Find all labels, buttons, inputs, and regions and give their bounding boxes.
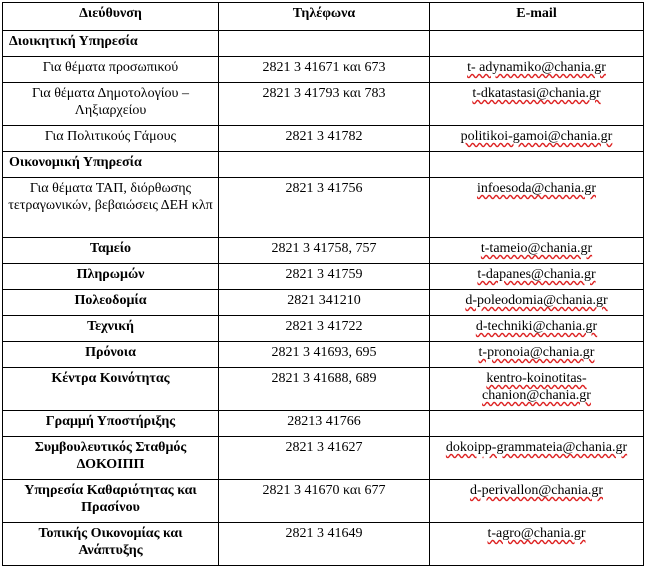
email-cell [430, 290, 644, 316]
table-row [3, 83, 644, 126]
section-heading: Διοικητική Υπηρεσία [3, 31, 219, 57]
email-link[interactable]: kentro-koinotitas-chanion@chania.gr [482, 371, 591, 403]
email-link[interactable]: politikoi-gamoi@chania.gr [460, 129, 613, 144]
email-link[interactable]: t-tameio@chania.gr [480, 241, 593, 256]
phone-cell: 2821 3 41671 και 673 [219, 57, 430, 83]
email-cell [430, 523, 644, 566]
table-row [3, 31, 644, 57]
email-cell [430, 368, 644, 411]
phone-cell: 28213 41766 [219, 411, 430, 437]
phone-cell: 2821 3 41758, 757 [219, 238, 430, 264]
email-link[interactable]: t-dapanes@chania.gr [477, 267, 596, 282]
department-cell: Τεχνική [3, 316, 219, 342]
phone-cell [219, 152, 430, 178]
phone-cell [219, 31, 430, 57]
phone-cell: 2821 3 41670 και 677 [219, 480, 430, 523]
department-cell: Πρόνοια [3, 342, 219, 368]
phone-cell: 2821 3 41782 [219, 126, 430, 152]
phone-cell: 2821 341210 [219, 290, 430, 316]
department-cell: Πληρωμών [3, 264, 219, 290]
table-body [3, 31, 644, 566]
table-row [3, 264, 644, 290]
department-cell: Για Πολιτικούς Γάμους [3, 126, 219, 152]
phone-cell: 2821 3 41649 [219, 523, 430, 566]
table-row [3, 368, 644, 411]
email-cell [430, 83, 644, 126]
table-row [3, 523, 644, 566]
phone-cell: 2821 3 41627 [219, 437, 430, 480]
email-link[interactable]: dokoipp-grammateia@chania.gr [445, 440, 628, 455]
table-row [3, 152, 644, 178]
email-link[interactable]: d-poleodomia@chania.gr [465, 293, 608, 308]
table-row [3, 57, 644, 83]
email-link[interactable]: t-dkatastasi@chania.gr [472, 86, 601, 101]
email-link[interactable]: d-perivallon@chania.gr [469, 483, 603, 498]
phone-cell: 2821 3 41756 [219, 178, 430, 238]
department-cell: Ταμείο [3, 238, 219, 264]
phone-cell: 2821 3 41722 [219, 316, 430, 342]
header-department: Διεύθυνση [3, 3, 219, 31]
contacts-table [2, 2, 644, 566]
department-cell: Γραμμή Υποστήριξης [3, 411, 219, 437]
table-row [3, 126, 644, 152]
email-cell [430, 238, 644, 264]
department-cell: Για θέματα ΤΑΠ, διόρθωσης τετραγωνικών, βεβαιώσεις ΔΕΗ κλπ [3, 178, 219, 238]
table-row [3, 437, 644, 480]
phone-cell: 2821 3 41693, 695 [219, 342, 430, 368]
header-row [3, 3, 644, 31]
table-row [3, 480, 644, 523]
section-heading: Οικονομική Υπηρεσία [3, 152, 219, 178]
email-cell [430, 31, 644, 57]
email-cell [430, 316, 644, 342]
email-cell [430, 126, 644, 152]
email-cell [430, 178, 644, 238]
table-row [3, 342, 644, 368]
department-cell: Συμβουλευτικός Σταθμός ΔΟΚΟΙΠΠ [3, 437, 219, 480]
email-link[interactable]: t- adynamiko@chania.gr [467, 60, 606, 75]
email-cell [430, 342, 644, 368]
email-cell [430, 57, 644, 83]
email-link[interactable]: d-techniki@chania.gr [475, 319, 598, 334]
department-cell: Υπηρεσία Καθαριότητας και Πρασίνου [3, 480, 219, 523]
header-phones: Τηλέφωνα [219, 3, 430, 31]
department-cell: Για θέματα προσωπικού [3, 57, 219, 83]
phone-cell: 2821 3 41759 [219, 264, 430, 290]
email-link[interactable]: infoesoda@chania.gr [476, 181, 596, 196]
email-cell [430, 437, 644, 480]
department-cell: Κέντρα Κοινότητας [3, 368, 219, 411]
email-cell [430, 480, 644, 523]
table-row [3, 316, 644, 342]
table-row [3, 411, 644, 437]
phone-cell: 2821 3 41688, 689 [219, 368, 430, 411]
table-row [3, 290, 644, 316]
email-cell [430, 264, 644, 290]
department-cell: Για θέματα Δημοτολογίου – Ληξιαρχείου [3, 83, 219, 126]
table-row [3, 178, 644, 238]
email-cell [430, 411, 644, 437]
email-link[interactable]: t-agro@chania.gr [487, 526, 586, 541]
email-link[interactable]: t-pronoia@chania.gr [478, 345, 595, 360]
department-cell: Πολεοδομία [3, 290, 219, 316]
email-cell [430, 152, 644, 178]
table-row [3, 238, 644, 264]
department-cell: Τοπικής Οικονομίας και Ανάπτυξης [3, 523, 219, 566]
header-email: E-mail [430, 3, 644, 31]
phone-cell: 2821 3 41793 και 783 [219, 83, 430, 126]
